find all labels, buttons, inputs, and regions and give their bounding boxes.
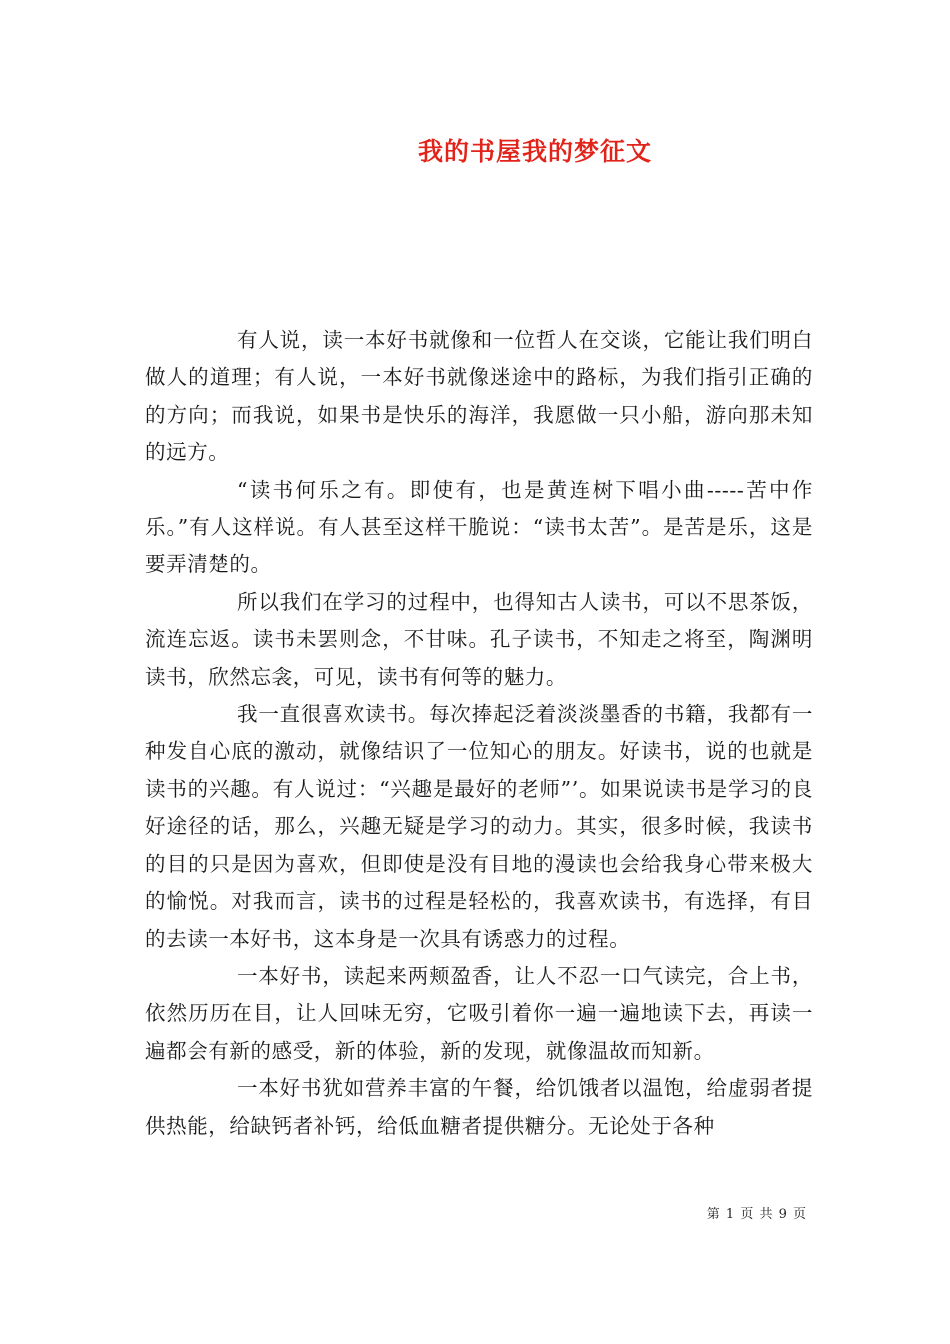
document-title: 我的书屋我的梦征文 (417, 137, 652, 166)
page-number-footer: 第 1 页 共 9 页 (706, 1207, 807, 1222)
paragraph: 一本好书犹如营养丰富的午餐，给饥饿者以温饱，给虚弱者提供热能，给缺钙者补钙，给低血糖者提供糖分。无论处于各种 (145, 1076, 813, 1138)
paragraph: 有人说，读一本好书就像和一位哲人在交谈，它能让我们明白做人的道理；有人说，一本好书就像迷途中的路标，为我们指引正确的的方向；而我说，如果书是快乐的海洋，我愿做一只小船，游向那未知的远方。 (145, 328, 813, 465)
paragraph: “读书何乐之有。即使有，也是黄连树下唱小曲-----苦中作乐。”有人这样说。有人甚至这样干脆说：“读书太苦”。是苦是乐，这是要弄清楚的。 (145, 477, 813, 577)
paragraph: 一本好书，读起来两颊盈香，让人不忍一口气读完，合上书，依然历历在目，让人回味无穷，它吸引着你一遍一遍地读下去，再读一遍都会有新的感受，新的体验，新的发现，就像温故而知新。 (145, 963, 813, 1063)
document-body (145, 322, 813, 1145)
paragraph: 我一直很喜欢读书。每次捧起泛着淡淡墨香的书籍，我都有一种发自心底的激动，就像结识了一位知心的朋友。好读书，说的也就是读书的兴趣。有人说过：“兴趣是最好的老师”’。如果说读书是学习的良好途径的话，那么，兴趣无疑是学习的动力。其实，很多时候，我读书的目的只是因为喜欢，但即使是没有目地的漫读也会给我身心带来极大的愉悦。对我而言，读书的过程是轻松的，我喜欢读书，有选择，有目的去读一本好书，这本身是一次具有诱惑力的过程。 (145, 702, 813, 951)
paragraph: 所以我们在学习的过程中，也得知古人读书，可以不思茶饭，流连忘返。读书未罢则念，不甘味。孔子读书，不知走之将至，陶渊明读书，欣然忘衾，可见，读书有何等的魅力。 (145, 589, 813, 689)
